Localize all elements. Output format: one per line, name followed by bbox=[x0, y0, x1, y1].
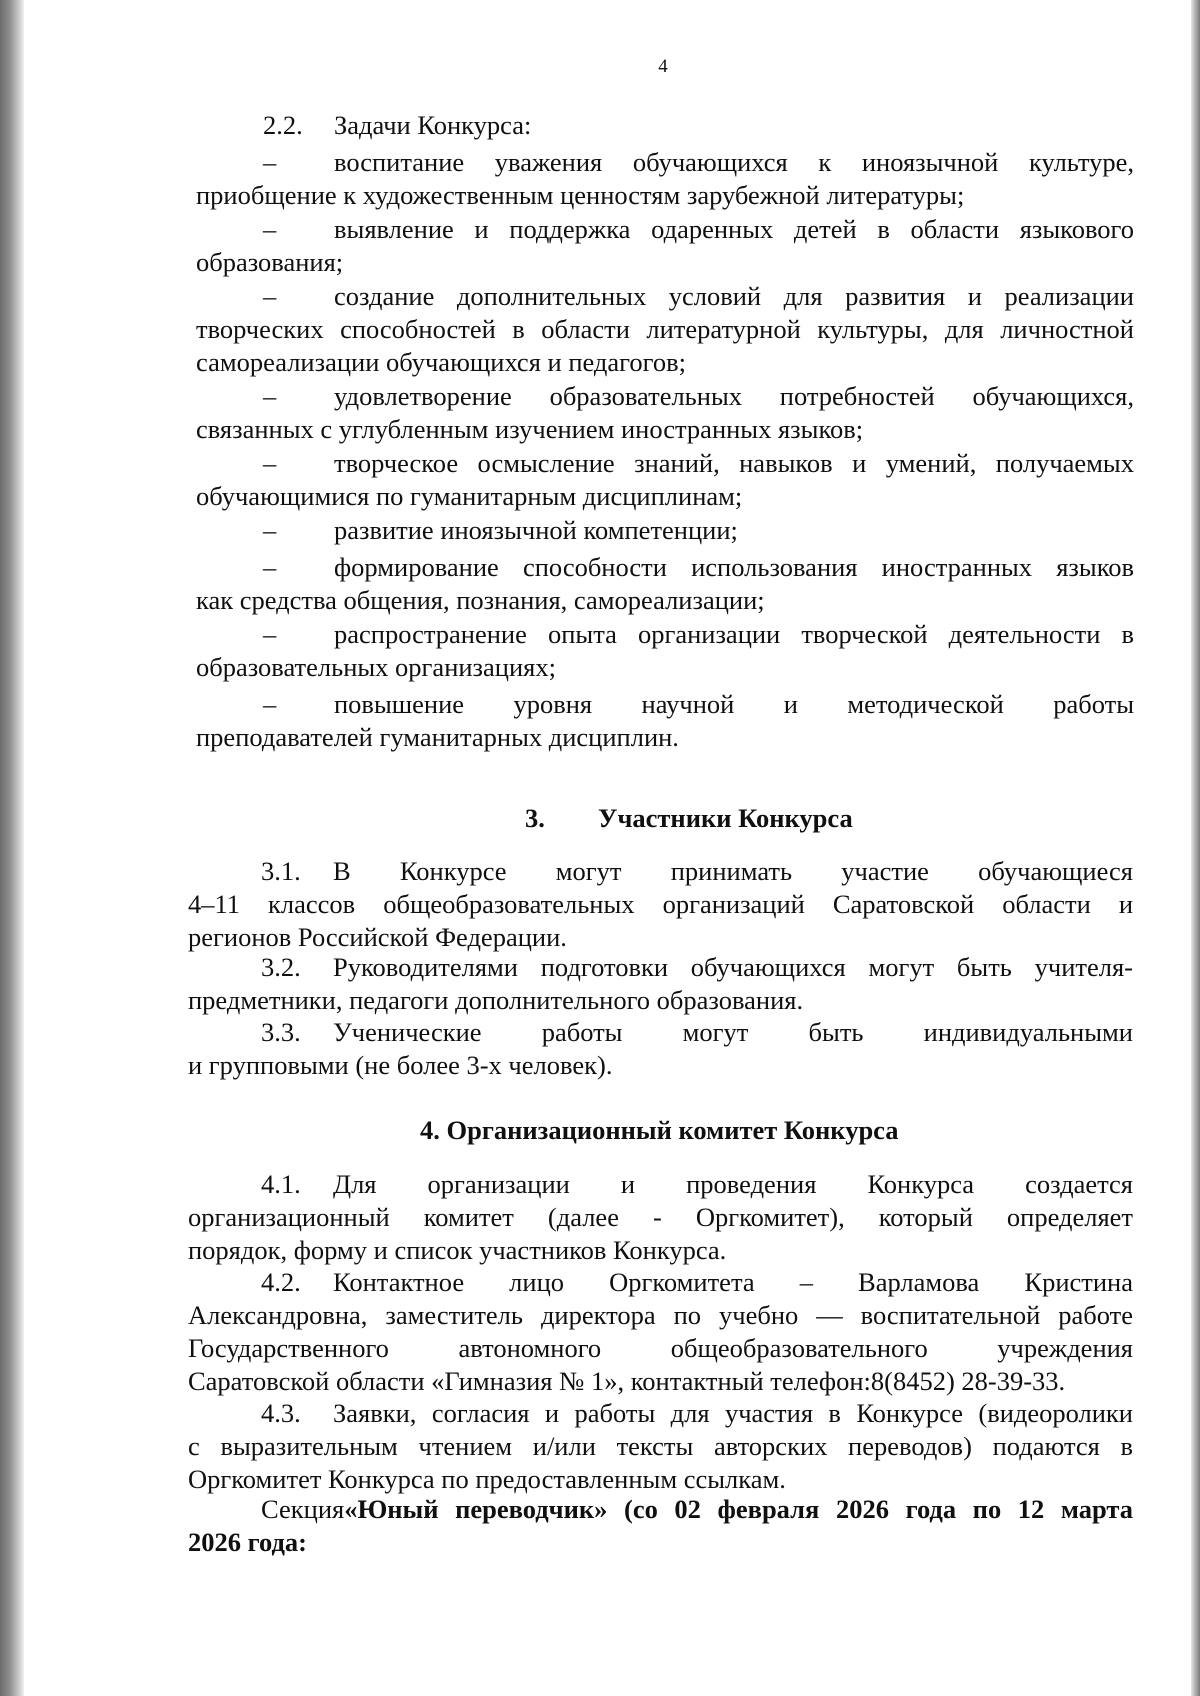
task-item-cont-line: связанных с углубленным изучением иностранных языков; bbox=[196, 414, 864, 444]
paragraph-cont-line: Александровна, заместитель директора по учебно — воспитательной работе bbox=[188, 1300, 1133, 1330]
page-number: 4 bbox=[658, 56, 668, 77]
paragraph-cont-line: предметники, педагоги дополнительного образования. bbox=[188, 985, 804, 1015]
task-item-first-line: удовлетворение образовательных потребностей обучающихся, bbox=[334, 381, 1134, 411]
section-note-prefix: Секция bbox=[261, 1494, 345, 1524]
paragraph-number: 4.3. bbox=[261, 1398, 301, 1428]
paragraph-cont-line: и групповыми (не более 3-х человек). bbox=[188, 1050, 613, 1080]
task-item-first-line: творческое осмысление знаний, навыков и умений, получаемых bbox=[334, 448, 1134, 478]
paragraph-cont-line: организационный комитет (далее - Оргкомитет), который определяет bbox=[188, 1202, 1133, 1232]
task-item-cont-line: самореализации обучающихся и педагогов; bbox=[196, 347, 686, 377]
paragraph-first-line: Ученические работы могут быть индивидуальными bbox=[333, 1017, 1133, 1047]
list-dash: – bbox=[263, 619, 277, 649]
paragraph-cont-line: регионов Российской Федерации. bbox=[188, 922, 567, 952]
paragraph-first-line: Для организации и проведения Конкурса создается bbox=[333, 1169, 1133, 1199]
task-item-first-line: формирование способности использования иностранных языков bbox=[334, 552, 1134, 582]
list-dash: – bbox=[263, 214, 277, 244]
task-item-first-line: выявление и поддержка одаренных детей в области языкового bbox=[334, 214, 1134, 244]
section-3-title: Участники Конкурса bbox=[598, 803, 853, 833]
paragraph-number: 4.1. bbox=[261, 1169, 301, 1199]
section-3-number: 3. bbox=[525, 803, 545, 833]
paragraph-cont-line: Государственного автономного общеобразовательного учреждения bbox=[188, 1333, 1133, 1363]
list-dash: – bbox=[263, 552, 277, 582]
section-note-cont-line: 2026 года: bbox=[188, 1527, 307, 1557]
paragraph-cont-line: Саратовской области «Гимназия № 1», контактный телефон:8(8452) 28-39-33. bbox=[188, 1366, 1066, 1396]
task-item-first-line: воспитание уважения обучающихся к иноязычной культуре, bbox=[334, 147, 1134, 177]
section-4-title: 4. Организационный комитет Конкурса bbox=[420, 1115, 899, 1145]
paragraph-cont-line: 4–11 классов общеобразовательных организаций Саратовской области и bbox=[188, 889, 1133, 919]
paragraph-first-line: Контактное лицо Оргкомитета – Варламова Кристина bbox=[333, 1267, 1133, 1297]
section-note-bold-text: «Юный переводчик» (со 02 февраля 2026 года по 12 марта bbox=[344, 1494, 1133, 1524]
paragraph-first-line: Заявки, согласия и работы для участия в Конкурсе (видеоролики bbox=[333, 1398, 1133, 1428]
list-dash: – bbox=[263, 515, 277, 545]
paragraph-cont-line: Оргкомитет Конкурса по предоставленным ссылкам. bbox=[188, 1464, 786, 1494]
task-item-cont-line: творческих способностей в области литературной культуры, для личностной bbox=[196, 314, 1134, 344]
section-note-first-line bbox=[261, 1493, 1133, 1525]
paragraph-number: 3.1. bbox=[261, 856, 301, 886]
task-item-first-line: создание дополнительных условий для развития и реализации bbox=[334, 281, 1134, 311]
list-dash: – bbox=[263, 448, 277, 478]
task-item-cont-line: обучающимися по гуманитарным дисциплинам; bbox=[196, 481, 743, 511]
task-item-cont-line: образования; bbox=[196, 247, 344, 277]
task-item-cont-line: как средства общения, познания, самореализации; bbox=[196, 585, 765, 615]
task-item-first-line: развитие иноязычной компетенции; bbox=[334, 515, 738, 545]
list-dash: – bbox=[263, 281, 277, 311]
tasks-title: Задачи Конкурса: bbox=[334, 110, 532, 140]
paragraph-number: 4.2. bbox=[261, 1267, 301, 1297]
task-item-first-line: распространение опыта организации творческой деятельности в bbox=[334, 619, 1134, 649]
paragraph-number: 3.2. bbox=[261, 952, 301, 982]
list-dash: – bbox=[263, 147, 277, 177]
list-dash: – bbox=[263, 689, 277, 719]
paragraph-first-line: В Конкурсе могут принимать участие обучающиеся bbox=[333, 856, 1133, 886]
paragraph-cont-line: порядок, форму и список участников Конкурса. bbox=[188, 1235, 727, 1265]
task-item-cont-line: приобщение к художественным ценностям зарубежной литературы; bbox=[196, 180, 965, 210]
paragraph-number: 3.3. bbox=[261, 1017, 301, 1047]
paragraph-cont-line: с выразительным чтением и/или тексты авторских переводов) подаются в bbox=[188, 1431, 1133, 1461]
tasks-number: 2.2. bbox=[263, 110, 303, 140]
task-item-cont-line: преподавателей гуманитарных дисциплин. bbox=[196, 722, 679, 752]
task-item-cont-line: образовательных организациях; bbox=[196, 652, 556, 682]
list-dash: – bbox=[263, 381, 277, 411]
paragraph-first-line: Руководителями подготовки обучающихся могут быть учителя- bbox=[333, 952, 1133, 982]
task-item-first-line: повышение уровня научной и методической работы bbox=[334, 689, 1134, 719]
